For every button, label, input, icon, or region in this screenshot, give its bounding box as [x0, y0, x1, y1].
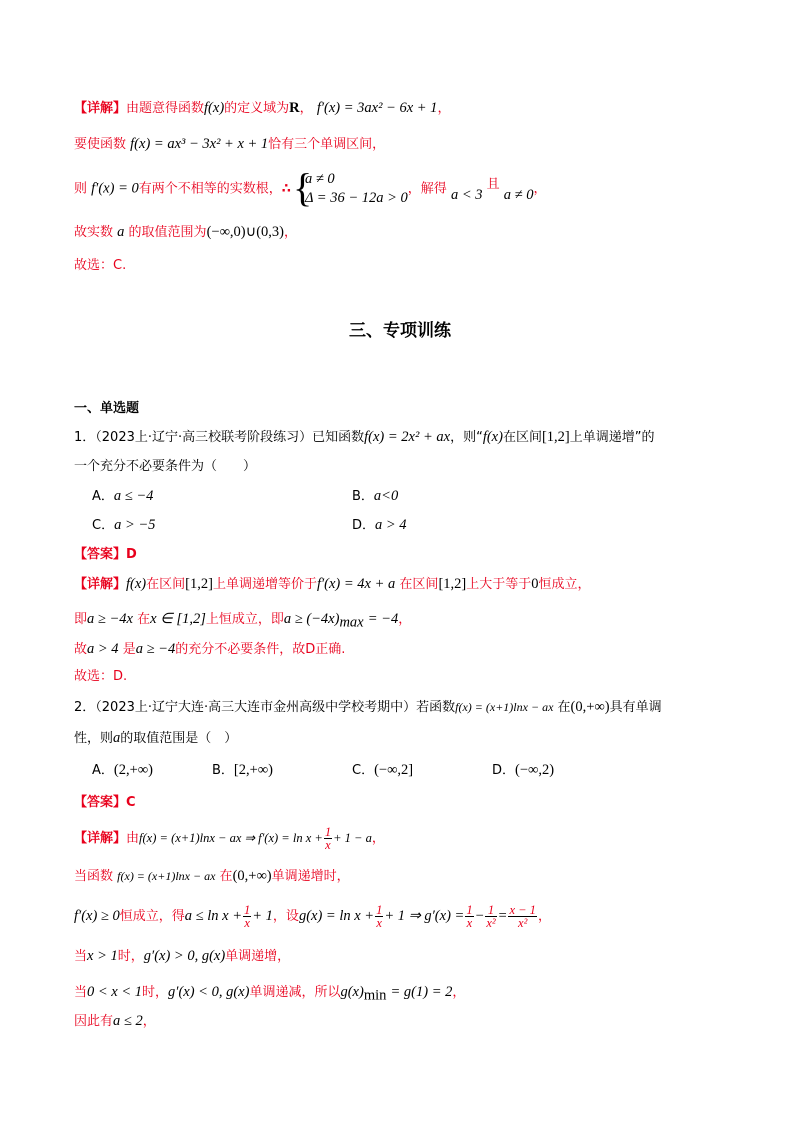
text: 时，: [142, 985, 169, 1000]
question-number: 2．: [74, 700, 96, 715]
text: （2023上·辽宁·高三校联考阶段练习）已知函数: [95, 430, 365, 445]
text: 上单调递增”的: [569, 430, 655, 445]
math: g′(x) < 0, g(x): [168, 984, 250, 1000]
math: + 1: [252, 908, 273, 924]
math: a: [113, 730, 121, 746]
text: 单调递减，所以: [249, 985, 341, 1000]
q2-line1: [74, 697, 662, 718]
math: a: [117, 224, 125, 240]
math: { a ≠ 0: [304, 171, 335, 187]
numerator: 1: [376, 903, 383, 917]
q2-detail-line5: [74, 982, 465, 1006]
option-label: B．: [212, 763, 234, 778]
math: (0,+∞): [570, 699, 610, 715]
math: = g(1) = 2: [390, 984, 453, 1000]
q2-option-b[interactable]: [212, 760, 273, 781]
q2-option-c[interactable]: [352, 760, 413, 781]
text: ，则“: [450, 430, 483, 445]
math: g(x): [340, 984, 364, 1000]
text: 恒成立，得: [119, 909, 185, 924]
math: 0: [531, 576, 539, 592]
text: 在区间: [399, 577, 439, 592]
q1-line2: 一个充分不必要条件为（ ）: [74, 459, 257, 474]
detail1-line2: [74, 134, 385, 155]
math: g′(x) > 0, g(x): [143, 948, 226, 964]
math: = −4: [367, 611, 399, 627]
denominator: x: [244, 916, 250, 930]
text: 是: [122, 642, 136, 657]
text: 上单调递增等价于: [212, 577, 317, 592]
text: ，: [371, 831, 385, 846]
text: 且: [486, 176, 500, 192]
math: a ≥ −4: [135, 641, 176, 657]
text: 性，则: [74, 731, 114, 746]
text: 单调递增，: [225, 949, 291, 964]
text: 时，: [117, 949, 144, 964]
q1-option-c[interactable]: [92, 515, 155, 536]
text: 由: [126, 831, 140, 846]
math: a ≤ 2: [113, 1013, 143, 1029]
q1-option-d[interactable]: [352, 515, 407, 536]
option-value: a ≤ −4: [113, 488, 154, 504]
math: x > 1: [87, 948, 118, 964]
fraction: [485, 904, 496, 929]
q1-detail-line2: [74, 609, 411, 633]
math: [1,2]: [541, 429, 570, 445]
option-label: A．: [92, 489, 114, 504]
denominator: x: [376, 916, 382, 930]
detail1-line3: [74, 170, 547, 208]
text: ，: [142, 1014, 156, 1029]
denominator: x²: [486, 916, 496, 930]
numerator: x − 1: [509, 903, 536, 917]
math: f(x): [126, 576, 147, 592]
math: f(x) = 2x² + ax: [364, 429, 451, 445]
math: + 1 ⇒ g′(x) =: [384, 908, 465, 924]
q2-detail-line1: [74, 826, 385, 851]
math: f(x) = (x+1)lnx − ax: [117, 869, 216, 883]
q1-detail-line3: [74, 639, 345, 660]
math: a > 4: [87, 641, 119, 657]
math: (0,+∞): [232, 868, 272, 884]
text: （2023上·辽宁大连·高三大连市金州高级中学校考期中）若函数: [95, 700, 456, 715]
option-value: (−∞,2]: [374, 762, 414, 778]
fraction: [324, 826, 332, 851]
detail1-line1: [74, 98, 450, 119]
math: =: [497, 908, 508, 924]
text: ，: [398, 612, 412, 627]
math: 0 < x < 1: [87, 984, 143, 1000]
math: f′(x) ≥ 0: [74, 908, 120, 924]
q2-option-d[interactable]: [492, 760, 554, 781]
option-value: a<0: [373, 488, 399, 504]
text: ，: [452, 985, 466, 1000]
numerator: 1: [244, 903, 251, 917]
q1-detail-line1: [74, 574, 591, 595]
text: 的定义域为: [224, 101, 290, 116]
math: f(x) = (x+1)lnx − ax ⇒ f′(x) = ln x +: [139, 831, 323, 845]
question-number: 1．: [74, 430, 96, 445]
text: 的充分不必要条件，故D正确.: [175, 642, 346, 657]
q1-detail-line4: 故选：D.: [74, 669, 128, 684]
text: 上大于等于: [466, 577, 532, 592]
q1-option-a[interactable]: [92, 486, 153, 507]
option-label: A．: [92, 763, 114, 778]
q2-detail-line3: [74, 904, 551, 929]
math: [1,2]: [438, 576, 467, 592]
math: [1,2]: [185, 576, 213, 592]
detail-tag: 【详解】: [74, 831, 127, 846]
option-label: D．: [492, 763, 516, 778]
option-label: C．: [92, 518, 115, 533]
equation-system: [295, 170, 408, 208]
q1-answer: 【答案】D: [74, 547, 137, 562]
text: ，: [299, 101, 313, 116]
math: g(x) = ln x +: [298, 908, 375, 924]
fraction: [375, 904, 383, 929]
math: a ≥ (−4x): [283, 611, 340, 627]
text: 故: [74, 642, 88, 657]
math: Δ = 36 − 12a > 0: [304, 190, 408, 206]
text: 由题意得函数: [126, 101, 205, 116]
text: 故实数: [74, 225, 114, 240]
detail-tag: 【详解】: [74, 101, 127, 116]
option-value: a > 4: [375, 517, 407, 533]
math: f(x): [482, 429, 503, 445]
option-value: (−∞,2): [515, 762, 555, 778]
math: x ∈ [1,2]: [150, 611, 206, 627]
q2-answer: 【答案】C: [74, 795, 136, 810]
detail1-line5: 故选：C.: [74, 258, 127, 273]
text: 当函数: [74, 869, 114, 884]
option-value: (2,+∞): [113, 762, 153, 778]
text: 则: [74, 181, 88, 197]
fraction: [243, 904, 251, 929]
text: 即: [74, 612, 88, 627]
text: 在: [219, 869, 233, 884]
text: ，: [533, 181, 547, 197]
text: 要使函数: [74, 137, 127, 152]
q2-option-a[interactable]: [92, 760, 153, 781]
denominator: x: [325, 838, 331, 852]
text: 在: [557, 700, 571, 715]
math: a ≥ −4x: [87, 611, 133, 627]
math: (−∞,0)∪(0,3): [206, 224, 285, 240]
text: 在区间: [146, 577, 186, 592]
math: a < 3: [450, 186, 483, 203]
section-title: 三、专项训练: [349, 321, 451, 341]
math: + 1 − a: [333, 831, 372, 845]
math: a ≤ ln x +: [184, 908, 242, 924]
text: 恰有三个单调区间，: [268, 137, 386, 152]
text: ，: [537, 909, 551, 924]
detail1-line4: [74, 222, 297, 243]
option-label: B．: [352, 489, 374, 504]
math-subscript: max: [339, 614, 364, 631]
option-value: a > −5: [114, 517, 156, 533]
numerator: 1: [324, 825, 332, 839]
math: −: [474, 908, 485, 924]
option-label: D．: [352, 518, 376, 533]
q2-detail-line4: [74, 946, 290, 967]
text: 当: [74, 985, 88, 1000]
numerator: 1: [466, 903, 473, 917]
math: f(x) = ax³ − 3x² + x + 1: [130, 136, 269, 152]
detail-tag: 【详解】: [74, 577, 127, 592]
math: f(x): [204, 100, 225, 116]
text: 的取值范围是（ ）: [120, 731, 238, 746]
q2-line2: [74, 728, 237, 749]
q1-option-b[interactable]: [352, 486, 398, 507]
text: 在区间: [502, 430, 542, 445]
numerator: 1: [485, 904, 496, 917]
subsection-title: 一、单选题: [74, 401, 140, 416]
therefore-symbol: ∴: [281, 181, 291, 197]
text: 的取值范围为: [128, 225, 207, 240]
fraction: [508, 904, 536, 929]
denominator: x: [466, 916, 473, 930]
q2-detail-line6: [74, 1011, 156, 1032]
math: f′(x) = 3ax² − 6x + 1: [316, 100, 438, 116]
text: 上恒成立，即: [205, 612, 284, 627]
option-label: C．: [352, 763, 375, 778]
text: 有两个不相等的实数根，: [138, 181, 282, 197]
text: 因此有: [74, 1014, 114, 1029]
fraction: [465, 904, 473, 929]
q2-detail-line2: [74, 866, 350, 887]
q1-line1: [74, 427, 655, 448]
denominator: x²: [518, 916, 528, 930]
text: ，设: [272, 909, 299, 924]
math-subscript: min: [363, 987, 387, 1004]
text: 在: [137, 612, 151, 627]
text: ，: [284, 225, 298, 240]
text: 当: [74, 949, 88, 964]
text: 单调递增时，: [271, 869, 350, 884]
math: a ≠ 0: [503, 186, 534, 203]
math: f′(x) = 0: [91, 180, 139, 197]
text: ，: [437, 101, 451, 116]
math: f(x) = (x+1)lnx − ax: [455, 700, 554, 714]
option-value: [2,+∞): [233, 762, 273, 778]
math: f′(x) = 4x + a: [316, 576, 396, 592]
text: ，解得: [407, 181, 447, 197]
math: R: [289, 100, 300, 116]
text: 具有单调: [609, 700, 662, 715]
text: 恒成立，: [538, 577, 591, 592]
